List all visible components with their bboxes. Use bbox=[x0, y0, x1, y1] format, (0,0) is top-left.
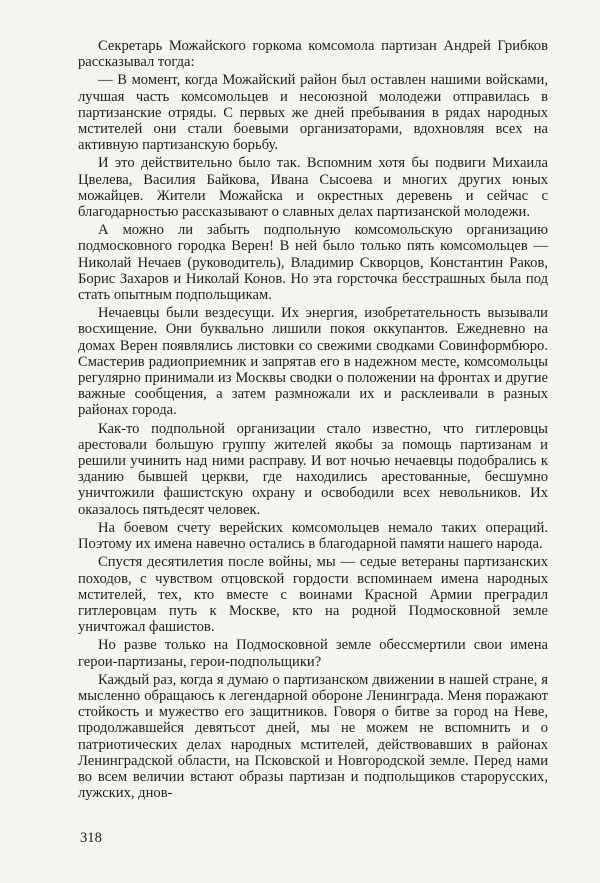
paragraph-4: А можно ли забыть подпольную комсомольскую организацию подмосковного городка Верен! В ней было только пять комсомольцев — Николай Нечаев (руководитель), Владимир Скворцов, Константин Раков, Борис Захаров и Николай Конов. Но эта горсточка бесстрашных была под стать опытным подпольщикам. bbox=[78, 222, 548, 304]
paragraph-9: Но разве только на Подмосковной земле обессмертили свои имена герои-партизаны, герои-подпольщики? bbox=[78, 637, 548, 670]
paragraph-1: Секретарь Можайского горкома комсомола партизан Андрей Грибков рассказывал тогда: bbox=[78, 38, 548, 71]
paragraph-5: Нечаевцы были вездесущи. Их энергия, изобретательность вызывали восхищение. Они буквально лишили покоя оккупантов. Ежедневно на домах Верен появлялись листовки со свежими сводками Совинформбюро. Смастерив радиоприемник и запрятав его в надежном месте, комсомольцы регулярно принимали из Москвы сводки о положении на фронтах и другие важные сообщения, а затем размножали их и расклеивали в разных районах города. bbox=[78, 305, 548, 419]
page-number: 318 bbox=[80, 830, 102, 846]
paragraph-2: — В момент, когда Можайский район был оставлен нашими войсками, лучшая часть комсомольцев и несоюзной молодежи отправилась в партизанские отряды. С первых же дней пребывания в рядах народных мстителей они стали боевыми организаторами, вдохновляя всех на активную партизанскую борьбу. bbox=[78, 72, 548, 154]
paragraph-7: На боевом счету верейских комсомольцев немало таких операций. Поэтому их имена навечно остались в благодарной памяти нашего народа. bbox=[78, 519, 548, 553]
paragraph-3: И это действительно было так. Вспомним хотя бы подвиги Михаила Цвелева, Василия Байкова, Ивана Сысоева и многих других юных можайцев. Жители Можайска и окрестных деревень и сейчас с благодарностью рассказывают о славных делах партизанской молодежи. bbox=[78, 155, 548, 221]
paragraph-10: Каждый раз, когда я думаю о партизанском движении в нашей стране, я мысленно обращаюсь к легендарной обороне Ленинграда. Меня поражают стойкость и мужество его защитников. Говоря о битве за город на Неве, продолжавшейся девятьсот дней, мы не можем не вспомнить и о патриотических делах народных мстителей, действовавших в районах Ленинградской области, на Псковской и Новгородской земле. Перед нами во всем величии встают образы партизан и подпольщиков старорусских, лужских, днов- bbox=[78, 671, 548, 802]
paragraph-6: Как-то подпольной организации стало известно, что гитлеровцы арестовали большую группу жителей якобы за помощь партизанам и решили учинить над ними расправу. И вот ночью нечаевцы подобрались к зданию бывшей церкви, где находились арестованные, бесшумно уничтожили фашистскую охрану и освободили всех невольников. Их оказалось пятьдесят человек. bbox=[78, 420, 548, 518]
paragraph-8: Спустя десятилетия после войны, мы — седые ветераны партизанских походов, с чувством отцовской гордости вспоминаем имена народных мстителей, тех, кто вместе с воинами Красной Армии преградил гитлеровцам путь к Москве, кто на родной Подмосковной земле уничтожал фашистов. bbox=[78, 554, 548, 636]
body-text bbox=[78, 38, 548, 803]
